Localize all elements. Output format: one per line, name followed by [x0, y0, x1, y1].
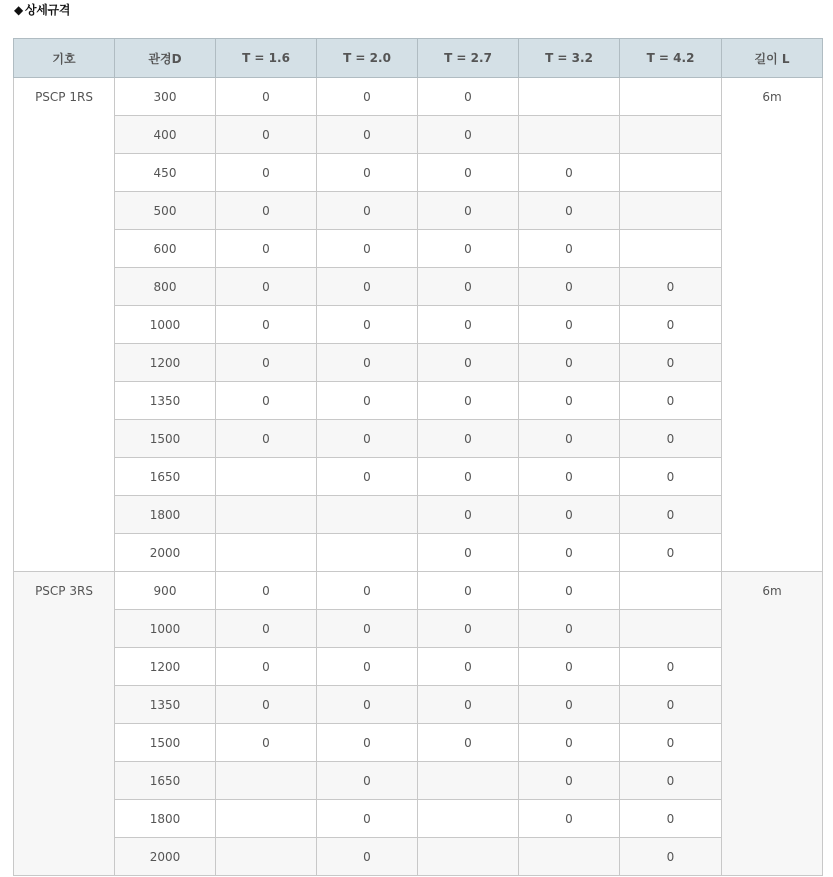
table-row — [14, 382, 823, 420]
thickness-cell: 0 — [418, 648, 519, 686]
thickness-cell — [317, 496, 418, 534]
thickness-cell: 0 — [519, 610, 620, 648]
thickness-cell: 0 — [418, 116, 519, 154]
thickness-cell: 0 — [519, 800, 620, 838]
thickness-cell: 0 — [519, 344, 620, 382]
thickness-cell — [620, 610, 722, 648]
thickness-cell: 0 — [620, 686, 722, 724]
diameter-cell: 450 — [115, 154, 216, 192]
thickness-cell: 0 — [418, 420, 519, 458]
thickness-cell: 0 — [620, 306, 722, 344]
table-row — [14, 420, 823, 458]
thickness-cell: 0 — [216, 382, 317, 420]
diameter-cell: 1650 — [115, 762, 216, 800]
thickness-cell: 0 — [519, 572, 620, 610]
thickness-cell: 0 — [216, 648, 317, 686]
thickness-cell: 0 — [620, 382, 722, 420]
thickness-cell — [519, 116, 620, 154]
thickness-cell: 0 — [418, 230, 519, 268]
thickness-cell: 0 — [216, 268, 317, 306]
thickness-cell: 0 — [519, 192, 620, 230]
table-row — [14, 458, 823, 496]
length-cell: 6m — [722, 78, 823, 572]
thickness-cell: 0 — [620, 648, 722, 686]
thickness-cell — [620, 572, 722, 610]
diameter-cell: 1800 — [115, 800, 216, 838]
length-cell: 6m — [722, 572, 823, 876]
diameter-cell: 2000 — [115, 838, 216, 876]
thickness-cell: 0 — [317, 610, 418, 648]
group-symbol-cell: PSCP 1RS — [14, 78, 115, 572]
thickness-cell: 0 — [317, 268, 418, 306]
thickness-cell: 0 — [317, 382, 418, 420]
column-header-t20: T = 2.0 — [317, 39, 418, 78]
thickness-cell: 0 — [519, 724, 620, 762]
section-heading — [14, 1, 70, 19]
thickness-cell: 0 — [418, 686, 519, 724]
thickness-cell: 0 — [620, 268, 722, 306]
thickness-cell: 0 — [418, 610, 519, 648]
thickness-cell: 0 — [418, 724, 519, 762]
thickness-cell: 0 — [216, 420, 317, 458]
table-row — [14, 496, 823, 534]
thickness-cell: 0 — [317, 686, 418, 724]
table-row — [14, 78, 823, 116]
thickness-cell: 0 — [519, 534, 620, 572]
diameter-cell: 1500 — [115, 724, 216, 762]
table-row — [14, 154, 823, 192]
diameter-cell: 900 — [115, 572, 216, 610]
thickness-cell: 0 — [519, 648, 620, 686]
thickness-cell — [418, 762, 519, 800]
thickness-cell: 0 — [620, 762, 722, 800]
diameter-cell: 1000 — [115, 306, 216, 344]
thickness-cell: 0 — [216, 610, 317, 648]
thickness-cell — [620, 154, 722, 192]
thickness-cell: 0 — [620, 344, 722, 382]
thickness-cell: 0 — [216, 724, 317, 762]
thickness-cell — [216, 762, 317, 800]
thickness-cell: 0 — [418, 458, 519, 496]
thickness-cell: 0 — [519, 420, 620, 458]
table-row — [14, 344, 823, 382]
spec-table — [13, 38, 823, 876]
thickness-cell: 0 — [216, 344, 317, 382]
thickness-cell: 0 — [216, 230, 317, 268]
table-row — [14, 838, 823, 876]
thickness-cell: 0 — [317, 458, 418, 496]
thickness-cell: 0 — [317, 344, 418, 382]
thickness-cell — [216, 534, 317, 572]
thickness-cell: 0 — [519, 306, 620, 344]
thickness-cell — [317, 534, 418, 572]
thickness-cell: 0 — [418, 496, 519, 534]
diameter-cell: 1000 — [115, 610, 216, 648]
thickness-cell: 0 — [519, 230, 620, 268]
thickness-cell: 0 — [317, 648, 418, 686]
thickness-cell: 0 — [519, 686, 620, 724]
thickness-cell — [418, 838, 519, 876]
table-row — [14, 686, 823, 724]
diameter-cell: 1200 — [115, 344, 216, 382]
thickness-cell: 0 — [519, 382, 620, 420]
table-row — [14, 648, 823, 686]
thickness-cell: 0 — [620, 800, 722, 838]
thickness-cell: 0 — [216, 78, 317, 116]
thickness-cell — [519, 838, 620, 876]
thickness-cell: 0 — [519, 762, 620, 800]
diameter-cell: 1800 — [115, 496, 216, 534]
thickness-cell: 0 — [317, 78, 418, 116]
diameter-cell: 300 — [115, 78, 216, 116]
thickness-cell: 0 — [519, 268, 620, 306]
column-header-length: 길이 L — [722, 39, 823, 78]
thickness-cell — [620, 192, 722, 230]
thickness-cell: 0 — [418, 382, 519, 420]
thickness-cell: 0 — [620, 420, 722, 458]
thickness-cell: 0 — [317, 838, 418, 876]
column-header-symbol: 기호 — [14, 39, 115, 78]
table-row — [14, 306, 823, 344]
thickness-cell: 0 — [216, 686, 317, 724]
thickness-cell: 0 — [418, 344, 519, 382]
thickness-cell: 0 — [519, 496, 620, 534]
thickness-cell: 0 — [317, 724, 418, 762]
thickness-cell: 0 — [216, 116, 317, 154]
thickness-cell: 0 — [317, 572, 418, 610]
diameter-cell: 2000 — [115, 534, 216, 572]
diameter-cell: 1350 — [115, 382, 216, 420]
table-row — [14, 116, 823, 154]
thickness-cell: 0 — [317, 800, 418, 838]
thickness-cell — [216, 838, 317, 876]
diameter-cell: 500 — [115, 192, 216, 230]
thickness-cell — [216, 458, 317, 496]
table-row — [14, 800, 823, 838]
column-header-t16: T = 1.6 — [216, 39, 317, 78]
thickness-cell: 0 — [317, 192, 418, 230]
thickness-cell: 0 — [216, 192, 317, 230]
thickness-cell — [216, 800, 317, 838]
thickness-cell — [620, 116, 722, 154]
thickness-cell — [620, 230, 722, 268]
table-row — [14, 762, 823, 800]
thickness-cell: 0 — [418, 534, 519, 572]
thickness-cell: 0 — [317, 762, 418, 800]
column-header-diameter: 관경D — [115, 39, 216, 78]
table-row — [14, 192, 823, 230]
thickness-cell: 0 — [317, 154, 418, 192]
thickness-cell: 0 — [418, 192, 519, 230]
table-header-row — [14, 39, 823, 78]
thickness-cell: 0 — [216, 306, 317, 344]
diameter-cell: 1200 — [115, 648, 216, 686]
diameter-cell: 400 — [115, 116, 216, 154]
column-header-t32: T = 3.2 — [519, 39, 620, 78]
table-row — [14, 724, 823, 762]
diameter-cell: 1350 — [115, 686, 216, 724]
column-header-t42: T = 4.2 — [620, 39, 722, 78]
thickness-cell: 0 — [317, 230, 418, 268]
thickness-cell — [519, 78, 620, 116]
thickness-cell: 0 — [519, 154, 620, 192]
diameter-cell: 1500 — [115, 420, 216, 458]
thickness-cell: 0 — [317, 420, 418, 458]
group-symbol-cell: PSCP 3RS — [14, 572, 115, 876]
section-heading-text: 상세규격 — [24, 3, 71, 17]
thickness-cell: 0 — [216, 572, 317, 610]
table-row — [14, 230, 823, 268]
thickness-cell: 0 — [418, 78, 519, 116]
thickness-cell: 0 — [317, 306, 418, 344]
table-row — [14, 610, 823, 648]
thickness-cell: 0 — [620, 838, 722, 876]
thickness-cell: 0 — [418, 306, 519, 344]
thickness-cell: 0 — [418, 268, 519, 306]
thickness-cell: 0 — [418, 154, 519, 192]
thickness-cell: 0 — [216, 154, 317, 192]
diameter-cell: 800 — [115, 268, 216, 306]
diameter-cell: 1650 — [115, 458, 216, 496]
thickness-cell: 0 — [620, 534, 722, 572]
thickness-cell: 0 — [519, 458, 620, 496]
diameter-cell: 600 — [115, 230, 216, 268]
thickness-cell — [216, 496, 317, 534]
thickness-cell — [418, 800, 519, 838]
thickness-cell — [620, 78, 722, 116]
thickness-cell: 0 — [620, 724, 722, 762]
table-body — [14, 78, 823, 876]
table-row — [14, 268, 823, 306]
thickness-cell: 0 — [418, 572, 519, 610]
column-header-t27: T = 2.7 — [418, 39, 519, 78]
thickness-cell: 0 — [620, 458, 722, 496]
diamond-bullet-icon: ◆ — [14, 3, 23, 17]
thickness-cell: 0 — [317, 116, 418, 154]
table-row — [14, 572, 823, 610]
thickness-cell: 0 — [620, 496, 722, 534]
table-row — [14, 534, 823, 572]
